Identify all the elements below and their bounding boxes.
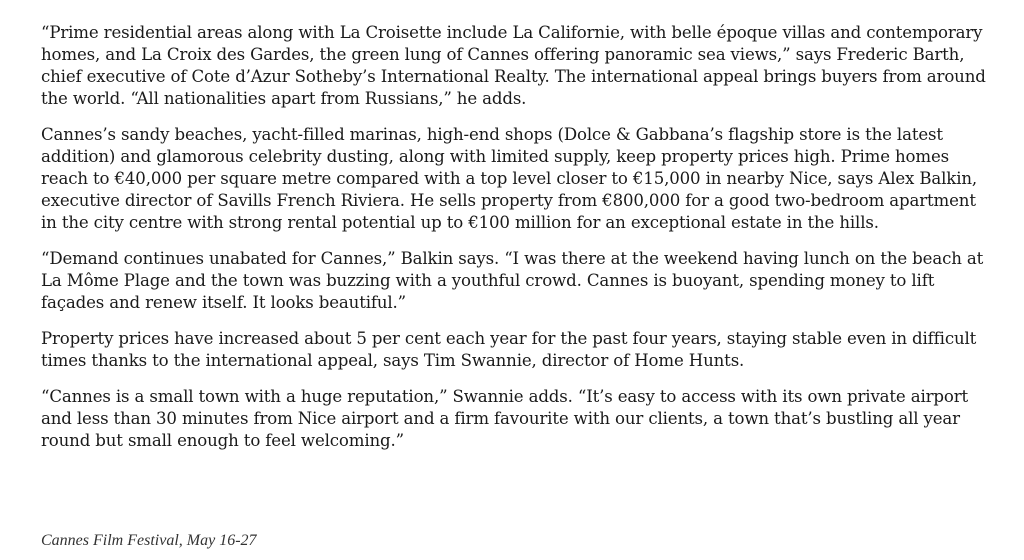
paragraph-demand: “Demand continues unabated for Cannes,” Balkin says. “I was there at the weekend having lunch on the beach at La Môme Plage and the town was buzzing with a youthful crowd. Cannes is buoyant, spending money to lift façades and renew itself. It looks beautiful.” bbox=[41, 249, 984, 312]
article-body bbox=[41, 22, 991, 466]
paragraph-prime-areas: “Prime residential areas along with La Croisette include La Californie, with belle époque villas and contemporary homes, and La Croix des Gardes, the green lung of Cannes offering panoramic sea views,” says Frederic Barth, chief executive of Cote d’Azur Sotheby’s International Realty. The international appeal brings buyers from around the world. “All nationalities apart from Russians,” he adds. bbox=[41, 23, 986, 108]
paragraph-price-growth: Property prices have increased about 5 per cent each year for the past four years, staying stable even in difficult times thanks to the international appeal, says Tim Swannie, director of Home Hunts. bbox=[41, 329, 977, 370]
paragraph-reputation: “Cannes is a small town with a huge reputation,” Swannie adds. “It’s easy to access with its own private airport and less than 30 minutes from Nice airport and a firm favourite with our clients, a town that’s bustling all year round but small enough to feel welcoming.” bbox=[41, 387, 969, 450]
paragraph-property-prices: Cannes’s sandy beaches, yacht-filled marinas, high-end shops (Dolce & Gabbana’s flagship store is the latest addition) and glamorous celebrity dusting, along with limited supply, keep property prices high. Prime homes reach to €40,000 per square metre compared with a top level closer to €15,000 in nearby Nice, says Alex Balkin, executive director of Savills French Riviera. He sells property from €800,000 for a good two-bedroom apartment in the city centre with strong rental potential up to €100 million for an exceptional estate in the hills. bbox=[41, 125, 978, 232]
image-caption: Cannes Film Festival, May 16-27 bbox=[41, 532, 257, 549]
